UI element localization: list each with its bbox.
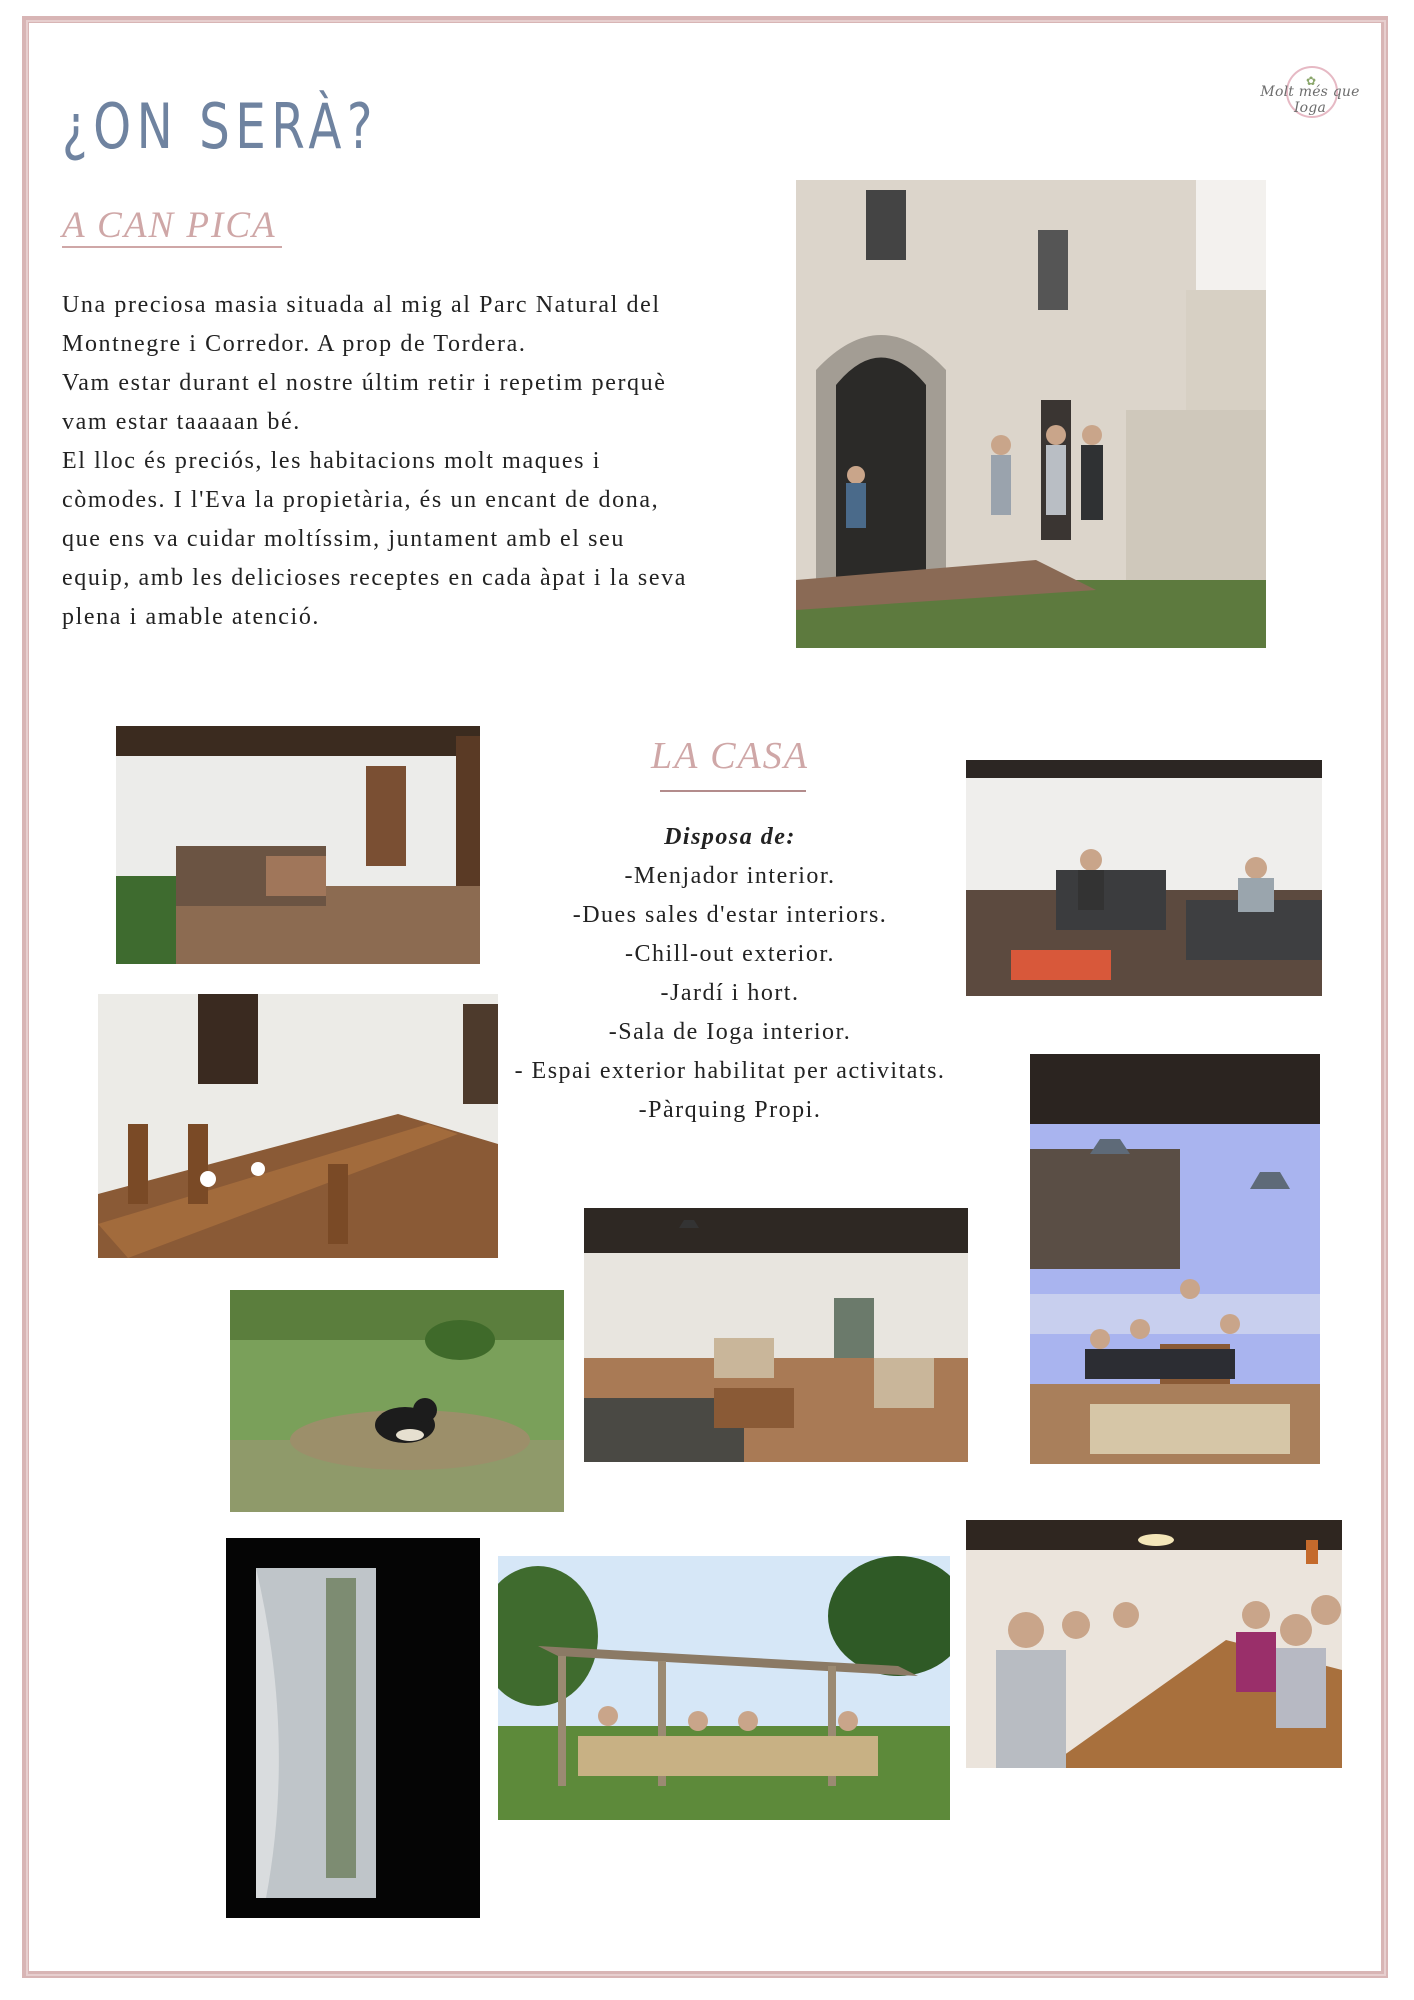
casa-title: LA CASA bbox=[651, 735, 809, 777]
dog-garden-photo bbox=[230, 1290, 564, 1512]
intro-text bbox=[62, 286, 752, 637]
intro-line: Montnegre i Corredor. A prop de Tordera. bbox=[62, 331, 527, 357]
leaf-logo-icon: ✿ bbox=[1306, 74, 1317, 88]
window-curtain-photo bbox=[226, 1538, 480, 1918]
subtitle-underline bbox=[62, 246, 282, 248]
intro-line: Una preciosa masia situada al mig al Parc Natural del bbox=[62, 292, 661, 318]
porch-photo bbox=[116, 726, 480, 964]
group-dining-photo bbox=[966, 1520, 1342, 1768]
amenities-heading: Disposa de: bbox=[664, 824, 796, 850]
intro-line: plena i amable atenció. bbox=[62, 604, 321, 630]
intro-line: vam estar taaaaan bé. bbox=[62, 409, 301, 435]
amenity-item: - Espai exterior habilitat per activitats. bbox=[514, 1058, 946, 1084]
logo-text: Molt més que Ioga bbox=[1260, 84, 1360, 116]
amenity-item: -Dues sales d'estar interiors. bbox=[572, 902, 888, 928]
yoga-room-photo bbox=[1030, 1054, 1320, 1464]
living-room-photo bbox=[584, 1208, 968, 1462]
amenity-item: -Chill-out exterior. bbox=[625, 941, 835, 967]
lounge-photo bbox=[966, 760, 1322, 996]
amenity-item: -Sala de Ioga interior. bbox=[608, 1019, 852, 1045]
amenity-item: -Pàrquing Propi. bbox=[638, 1097, 822, 1123]
intro-line: que ens va cuidar moltíssim, juntament amb el seu bbox=[62, 526, 625, 552]
intro-line: Vam estar durant el nostre últim retir i repetim perquè bbox=[62, 370, 667, 396]
amenity-item: -Menjador interior. bbox=[624, 863, 836, 889]
brand-logo bbox=[1250, 66, 1370, 126]
amenity-item: -Jardí i hort. bbox=[660, 980, 800, 1006]
page-title: ¿ON SERÀ? bbox=[62, 90, 379, 163]
pergola-photo bbox=[498, 1556, 950, 1820]
dining-room-photo bbox=[98, 994, 498, 1258]
casa-title-underline bbox=[660, 790, 806, 792]
farmhouse-photo bbox=[796, 180, 1266, 648]
section-subtitle: A CAN PICA bbox=[62, 205, 277, 246]
intro-line: còmodes. I l'Eva la propietària, és un encant de dona, bbox=[62, 487, 660, 513]
amenities-list bbox=[480, 818, 980, 1130]
intro-line: El lloc és preciós, les habitacions molt maques i bbox=[62, 448, 601, 474]
intro-line: equip, amb les delicioses receptes en cada àpat i la seva bbox=[62, 565, 687, 591]
